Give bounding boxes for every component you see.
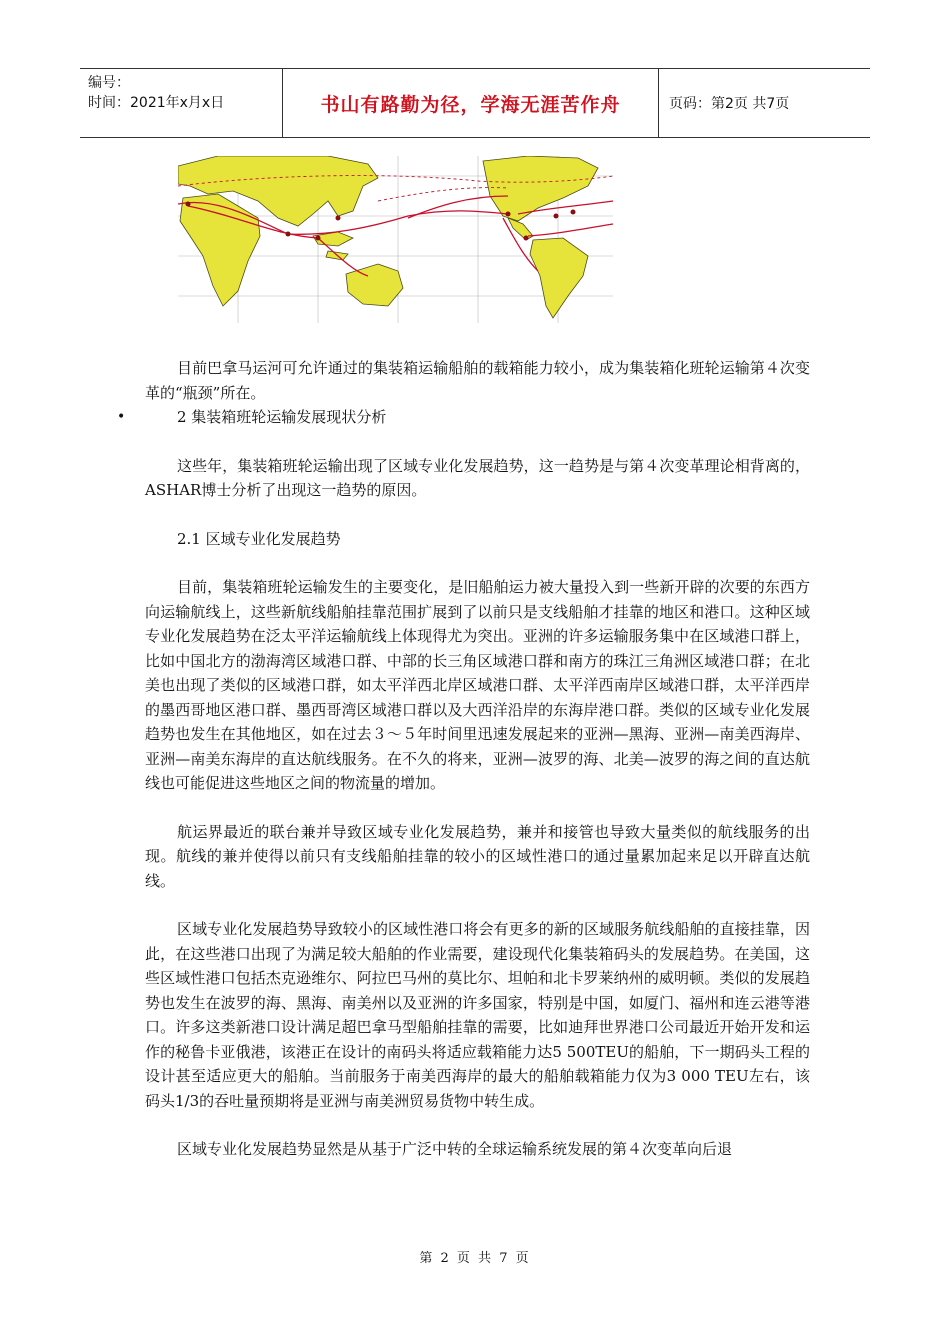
header-meta	[80, 69, 283, 137]
paragraph-regional-trend-intro: 这些年，集装箱班轮运输出现了区域专业化发展趋势，这一趋势是与第４次变革理论相背离的，ASHAR博士分析了出现这一趋势的原因。	[145, 456, 810, 499]
bullet-icon: •	[117, 409, 126, 425]
page-code: 页码：第2页 共7页	[669, 96, 790, 112]
paragraph-main-changes: 目前，集装箱班轮运输发生的主要变化，是旧船舶运力被大量投入到一些新开辟的次要的东西方向运输航线上，这些新航线船舶挂靠范围扩展到了以前只是支线船舶才挂靠的地区和港口。这种区域专业化发展趋势在泛太平洋运输航线上体现得尤为突出。亚洲的许多运输服务集中在区域港口群上，比如中国北方的渤海湾区域港口群、中部的长三角区域港口群和南方的珠江三角洲区域港口群；在北美也出现了类似的区域港口群，如太平洋西北岸区域港口群、太平洋西南岸区域港口群，太平洋西岸的墨西哥地区港口群、墨西哥湾区域港口群以及大西洋沿岸的东海岸港口群。类似的区域专业化发展趋势也发生在其他地区，如在过去３～５年时间里迅速发展起来的亚洲—黑海、亚洲—南美西海岸、亚洲—南美东海岸的直达航线服务。在不久的将来，亚洲—波罗的海、北美—波罗的海之间的直达航线也可能促进这些地区之间的物流量的增加。	[145, 578, 810, 792]
section-heading-2	[117, 405, 810, 430]
paragraph-regional-ports: 区域专业化发展趋势导致较小的区域性港口将会有更多的新的区域服务航线船舶的直接挂靠，因此，在这些港口出现了为满足较大船舶的作业需要，建设现代化集装箱码头的发展趋势。在美国，这些区域性港口包括杰克逊维尔、阿拉巴马州的莫比尔、坦帕和北卡罗莱纳州的威明顿。类似的发展趋势也发生在波罗的海、黑海、南美州以及亚洲的许多国家，特别是中国，如厦门、福州和连云港等港口。许多这类新港口设计满足超巴拿马型船舶挂靠的需要，比如迪拜世界港口公司最近开始开发和运作的秘鲁卡亚俄港，该港正在设计的南码头将适应载箱能力达5 500TEU的船舶，下一期码头工程的设计甚至适应更大的船舶。当前服务于南美西海岸的最大的船舶载箱能力仅为3 000 TEU左右，该码头1/3的吞吐量预期将是亚洲与南美洲贸易货物中转生成。	[145, 920, 810, 1110]
section-heading-2-text: 2 集装箱班轮运输发展现状分析	[177, 408, 387, 426]
time-label: 时间：2021年x月x日	[88, 95, 225, 111]
header-table	[80, 68, 870, 138]
number-label: 编号：	[88, 75, 130, 91]
document-body	[117, 356, 810, 1162]
header-motto-cell	[283, 69, 659, 137]
page-footer: 第 2 页 共 7 页	[419, 1251, 531, 1266]
world-shipping-routes-map	[178, 156, 613, 323]
paragraph-mergers: 航运界最近的联台兼并导致区域专业化发展趋势，兼并和接管也导致大量类似的航线服务的出现。航线的兼并使得以前只有支线船舶挂靠的较小的区域性港口的通过量累加起来足以开辟直达航线。	[145, 822, 810, 890]
paragraph-conclusion: 区域专业化发展趋势显然是从基于广泛中转的全球运输系统发展的第４次变革向后退	[177, 1140, 733, 1158]
section-heading-2-1: 2.1 区域专业化发展趋势	[177, 529, 341, 548]
motto: 书山有路勤为径，学海无涯苦作舟	[320, 93, 621, 116]
paragraph-panama-canal: 目前巴拿马运河可允许通过的集装箱运输船舶的载箱能力较小，成为集装箱化班轮运输第４次变革的“瓶颈”所在。	[145, 359, 810, 402]
